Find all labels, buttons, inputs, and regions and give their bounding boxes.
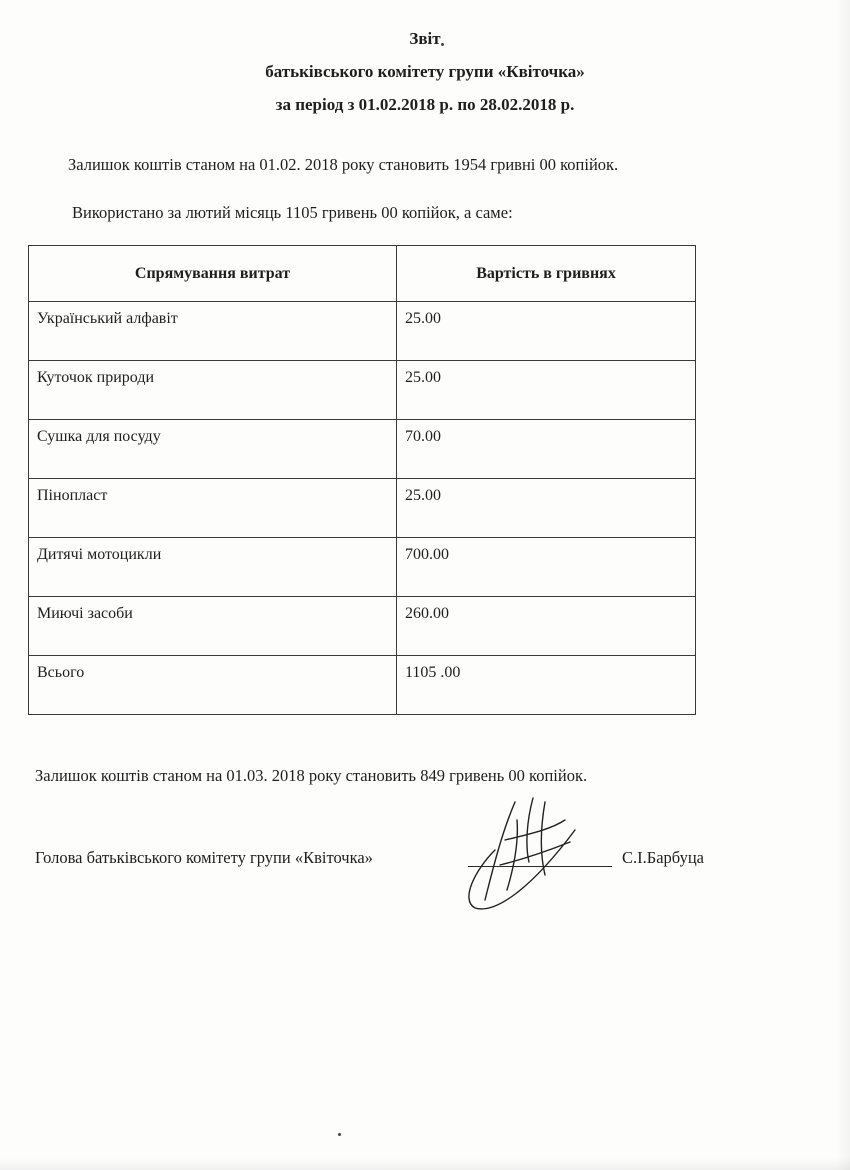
opening-balance: Залишок коштів станом на 01.02. 2018 року становить 1954 гривні 00 копійок. — [68, 155, 619, 174]
total-label: Всього — [29, 656, 397, 715]
report-title: Звіт — [409, 29, 441, 48]
table-row — [29, 361, 696, 420]
scan-shadow-bottom — [0, 1158, 850, 1170]
signatory-position: Голова батьківського комітету групи «Квіточка» — [35, 848, 373, 867]
table-row — [29, 597, 696, 656]
table-total-row — [29, 656, 696, 715]
expense-item: Куточок природи — [29, 361, 397, 420]
table-row — [29, 302, 696, 361]
table-row — [29, 479, 696, 538]
spent-intro: Використано за лютий місяць 1105 гривень 00 копійок, а саме: — [72, 203, 513, 222]
table-header-row — [29, 246, 696, 302]
expense-item: Дитячі мотоцикли — [29, 538, 397, 597]
expense-cost: 260.00 — [397, 597, 696, 656]
report-period: за період з 01.02.2018 р. по 28.02.2018 р. — [275, 95, 575, 114]
scan-speck — [338, 1133, 341, 1136]
handwritten-signature — [455, 790, 585, 915]
expense-cost: 70.00 — [397, 420, 696, 479]
column-header-cost: Вартість в гривнях — [397, 246, 696, 302]
expense-cost: 700.00 — [397, 538, 696, 597]
table-row — [29, 538, 696, 597]
total-cost: 1105 .00 — [397, 656, 696, 715]
table-row — [29, 420, 696, 479]
expense-item: Пінопласт — [29, 479, 397, 538]
expense-item: Миючі засоби — [29, 597, 397, 656]
closing-balance: Залишок коштів станом на 01.03. 2018 року становить 849 гривень 00 копійок. — [35, 766, 588, 785]
expenses-table — [28, 245, 696, 715]
expense-cost: 25.00 — [397, 361, 696, 420]
signatory-name: С.І.Барбуца — [622, 848, 704, 867]
expense-item: Сушка для посуду — [29, 420, 397, 479]
column-header-purpose: Спрямування витрат — [29, 246, 397, 302]
expense-item: Український алфавіт — [29, 302, 397, 361]
scan-shadow-right — [836, 0, 850, 1170]
expense-cost: 25.00 — [397, 302, 696, 361]
report-subtitle: батьківського комітету групи «Квіточка» — [265, 62, 585, 81]
scan-speck — [441, 43, 444, 46]
expense-cost: 25.00 — [397, 479, 696, 538]
